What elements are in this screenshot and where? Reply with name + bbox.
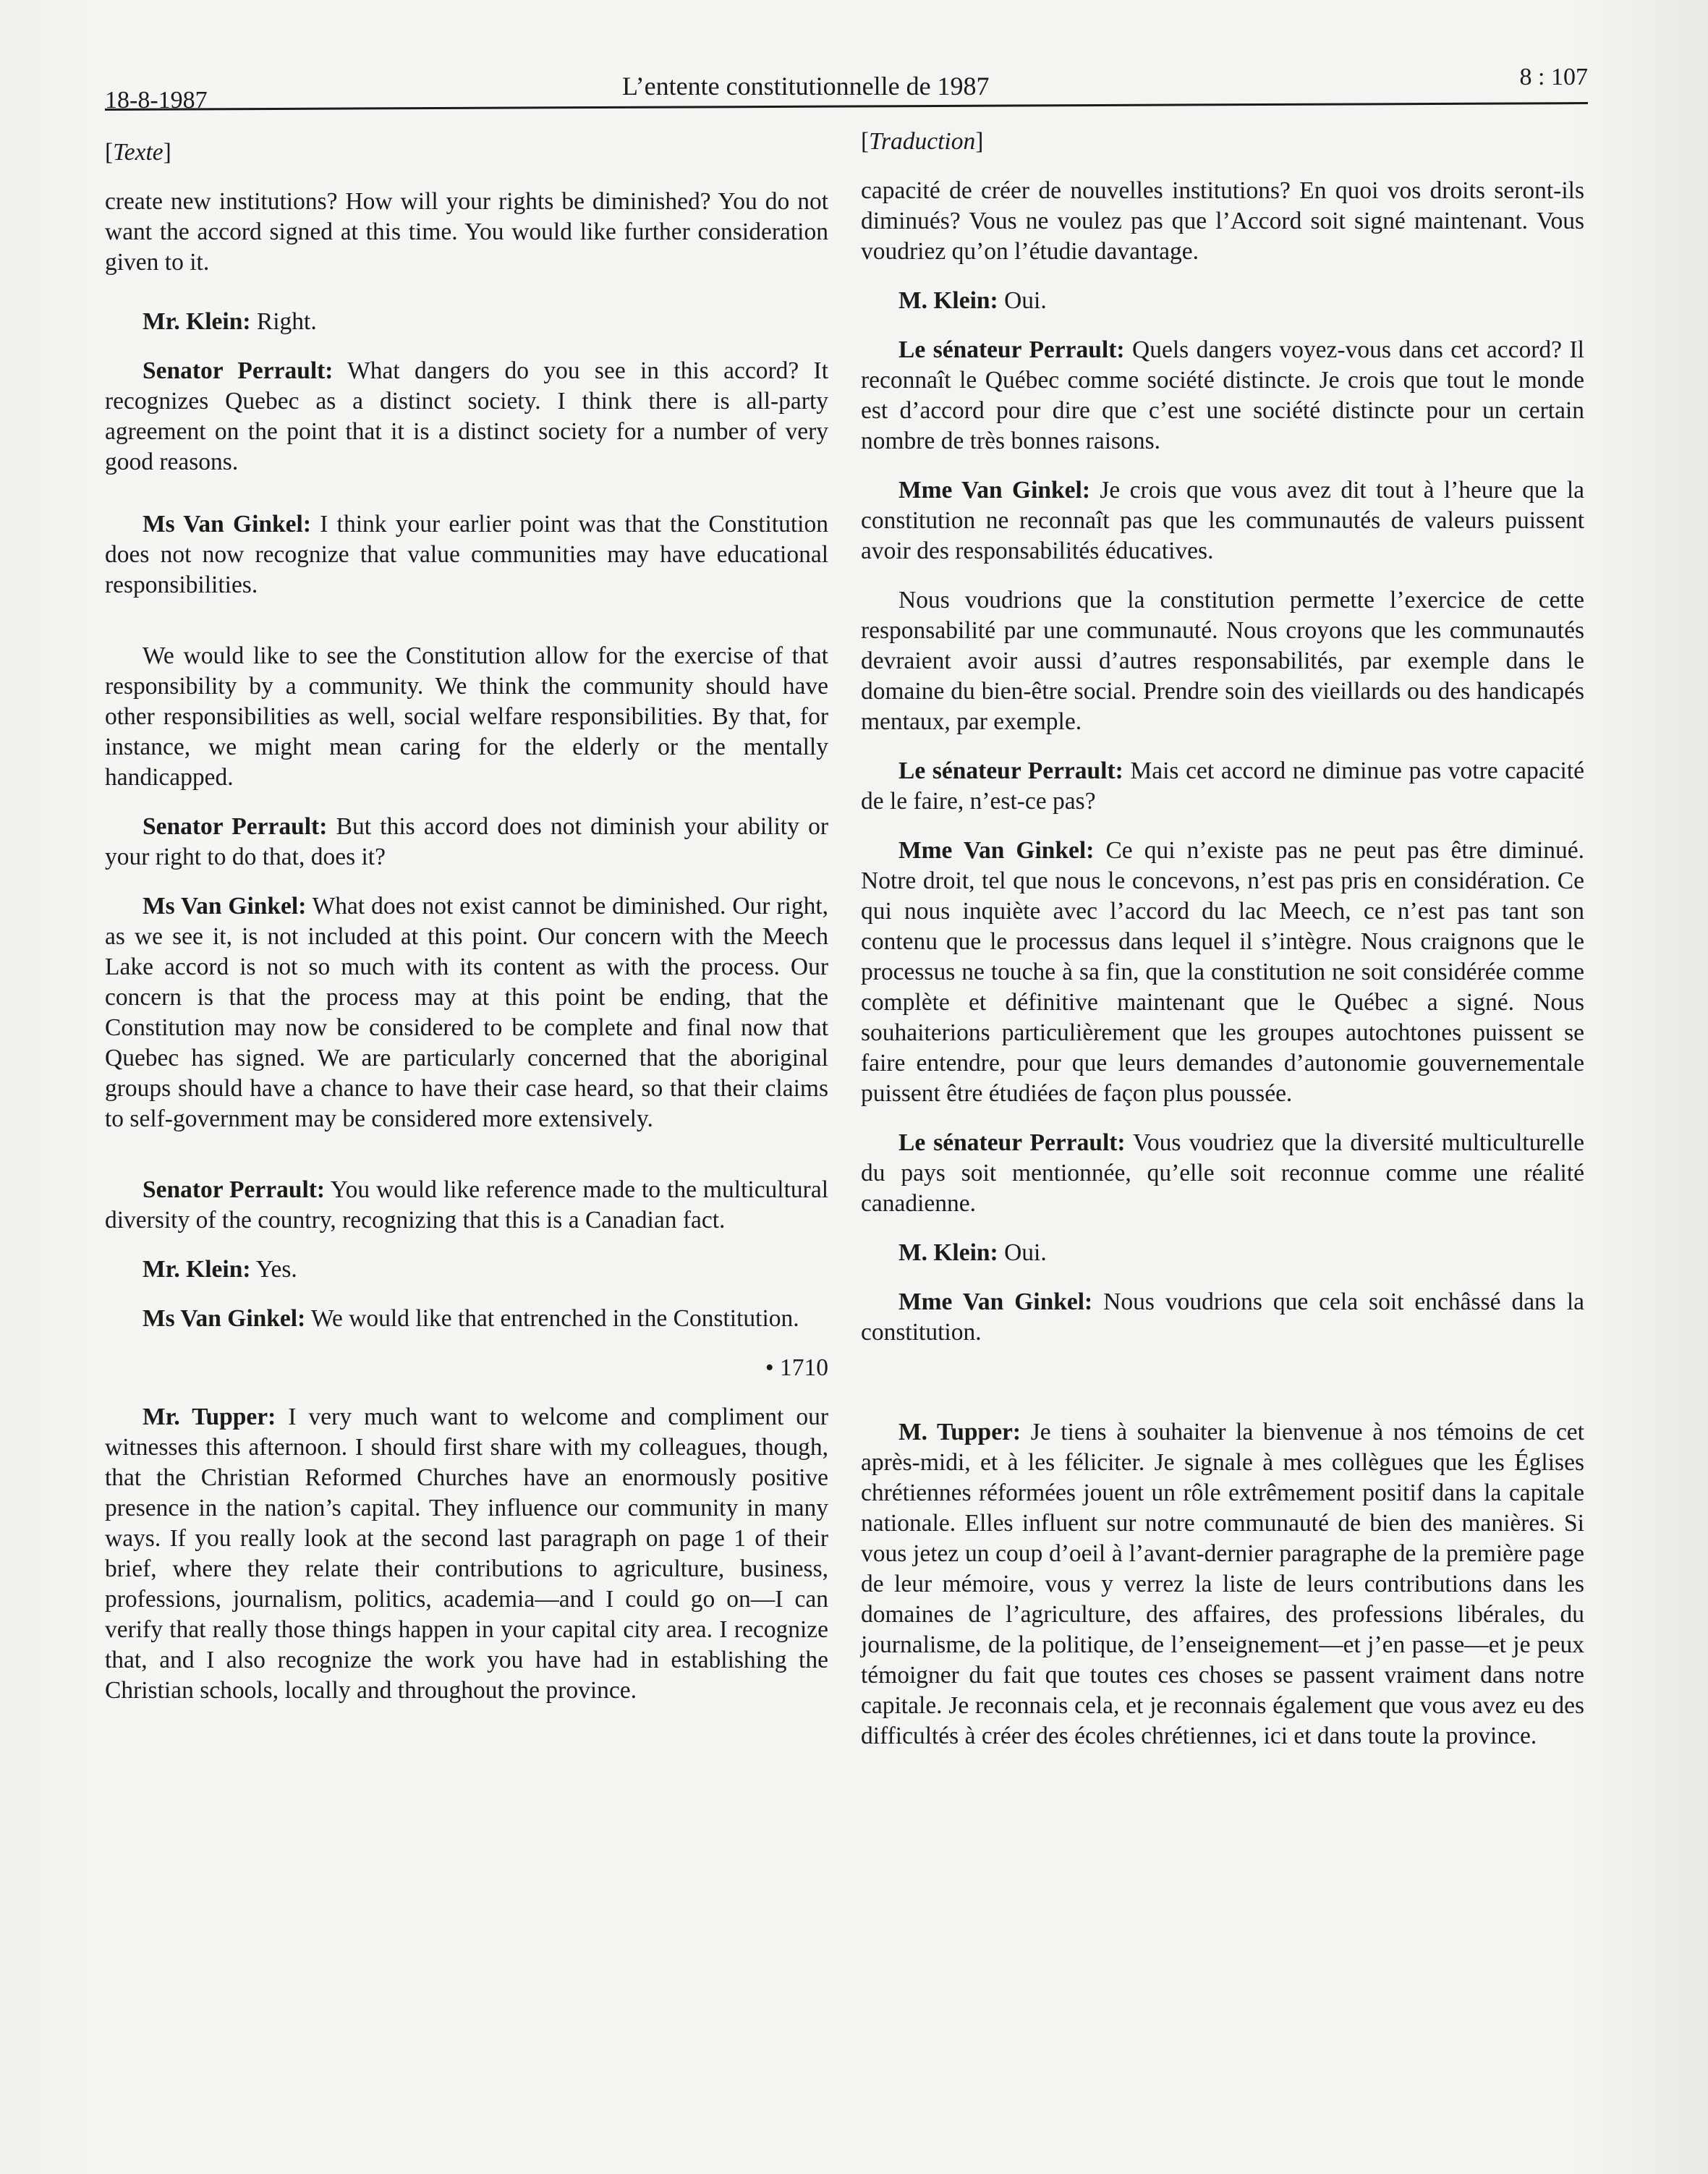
speaker: Mr. Klein: xyxy=(143,308,251,335)
paragraph: Ms Van Ginkel: I think your earlier point was that the Constitution does not now recognize that value communities may have educational responsibilities. xyxy=(105,511,828,598)
paragraph: Mme Van Ginkel: Je crois que vous avez dit tout à l’heure que la constitution ne reconnaît pas que les communautés de valeurs puissent avoir des responsabilités éducatives. xyxy=(861,477,1584,564)
section-label-texte: [Texte] xyxy=(105,139,171,166)
paragraph: Mme Van Ginkel: Nous voudrions que cela soit enchâssé dans la constitution. xyxy=(861,1288,1584,1346)
paragraph: Senator Perrault: But this accord does not diminish your ability or your right to do that, does it? xyxy=(105,813,828,870)
speaker: Senator Perrault: xyxy=(143,1176,326,1203)
paragraph: Senator Perrault: You would like reference made to the multicultural diversity of the country, recognizing that this is a Canadian fact. xyxy=(105,1176,829,1234)
speaker: Mme Van Ginkel: xyxy=(898,837,1095,864)
paragraph: M. Tupper: Je tiens à souhaiter la bienvenue à nos témoins de cet après-midi, et à les féliciter. Je signale à mes collègues que les Églises chrétiennes réformées jouent un rôle extrêmement positif dans la capitale nationale. Elles influent sur notre communauté de bien des manières. Si vous jetez un coup d’oeil à l’avant-dernier paragraphe de la première page de leur mémoire, vous y verrez la liste de leurs contributions dans les domaines de l’agriculture, des affaires, des professions libérales, du journalisme, de la politique, de l’enseignement—et j’en passe—et je peux témoigner du fait que toutes ces choses se passent vraiment dans notre capitale. Je reconnais cela, et je reconnais également que vous avez eu des difficultés à créer des écoles chrétiennes, ici et dans toute la province. xyxy=(861,1419,1584,1749)
speaker: Ms Van Ginkel: xyxy=(143,893,307,920)
opening-paragraph: capacité de créer de nouvelles institutions? En quoi vos droits seront-ils diminués? Vous ne voulez pas que l’Accord soit signé maintenant. Vous voudriez qu’on l’étudie davantage. xyxy=(861,177,1584,265)
paragraph: Le sénateur Perrault: Vous voudriez que la diversité multiculturelle du pays soit mentionnée, qu’elle soit reconnue comme une réalité canadienne. xyxy=(861,1129,1584,1217)
paragraph: Le sénateur Perrault: Quels dangers voyez-vous dans cet accord? Il reconnaît le Québec comme société distincte. Je crois que tout le monde est d’accord pour dire que c’est une société distincte pour un certain nombre de très bonnes raisons. xyxy=(861,336,1584,454)
speaker: M. Tupper: xyxy=(898,1419,1021,1445)
speaker: Senator Perrault: xyxy=(143,813,328,840)
paragraph: We would like to see the Constitution allow for the exercise of that responsibility by a community. We think the community should have other responsibilities as well, social welfare responsibilities. By that, for instance, we might mean caring for the elderly or the mentally handicapped. xyxy=(105,642,828,791)
speaker: Le sénateur Perrault: xyxy=(898,1129,1126,1156)
paragraph: Ms Van Ginkel: What does not exist cannot be diminished. Our right, as we see it, is not included at this point. Our concern with the Meech Lake accord is not so much with its content as with the process. Our concern is that the process may at this point be ending, that the Constitution may now be considered to be complete and final now that Quebec has signed. We are particularly concerned that the aboriginal groups should have a chance to have their case heard, so that their claims to self-government may be considered more extensively. xyxy=(105,893,828,1132)
speaker: Mme Van Ginkel: xyxy=(898,1288,1093,1315)
header-page-number: 8 : 107 xyxy=(1519,64,1588,90)
paragraph: Nous voudrions que la constitution permette l’exercice de cette responsabilité par une communauté. Nous croyons que les communautés devraient avoir aussi d’autres responsabilités, par exemple dans le domaine du bien-être social. Prendre soin des vieillards ou des handicapés mentaux, par exemple. xyxy=(861,587,1584,735)
speaker: Ms Van Ginkel: xyxy=(143,511,312,538)
time-marker: • 1710 xyxy=(765,1354,828,1381)
speaker: Mme Van Ginkel: xyxy=(898,477,1091,504)
header-title: L’entente constitutionnelle de 1987 xyxy=(622,72,990,101)
paragraph: Le sénateur Perrault: Mais cet accord ne diminue pas votre capacité de le faire, n’est-ce pas? xyxy=(861,757,1584,815)
paragraph: Mme Van Ginkel: Ce qui n’existe pas ne peut pas être diminué. Notre droit, tel que nous le concevons, n’est pas pris en considération. Ce qui nous inquiète avec l’accord du lac Meech, ce n’est pas tant son contenu que le processus dans lequel il s’intègre. Nous craignons que le processus ne touche à sa fin, que la constitution ne soit considérée comme complète et définitive maintenant que le Québec a signé. Nous souhaiterions particulièrement que les groupes autochtones puissent se faire entendre, pour que leurs demandes d’autonomie gouvernementale puissent être étudiées de façon plus poussée. xyxy=(861,837,1584,1107)
header-date: 18-8-1987 xyxy=(105,87,208,114)
paragraph: Senator Perrault: What dangers do you see in this accord? It recognizes Quebec as a distinct society. I think there is all-party agreement on the point that it is a distinct society for a number of very good reasons. xyxy=(105,357,829,475)
speaker: Senator Perrault: xyxy=(143,357,333,384)
speaker: Mr. Tupper: xyxy=(143,1404,276,1430)
speaker: Le sénateur Perrault: xyxy=(898,757,1123,784)
paragraph: Ms Van Ginkel: We would like that entrenched in the Constitution. xyxy=(143,1305,799,1332)
paragraph: Mr. Klein: Right. xyxy=(143,308,317,335)
paragraph: M. Klein: Oui. xyxy=(898,1239,1047,1266)
left-column-english xyxy=(105,137,828,1725)
right-column-french xyxy=(861,127,1584,1770)
opening-paragraph: create new institutions? How will your rights be diminished? You do not want the accord signed at this time. You would like further consideration given to it. xyxy=(105,188,828,276)
speaker: M. Klein: xyxy=(898,1239,998,1266)
speaker: M. Klein: xyxy=(898,287,998,314)
speaker: Ms Van Ginkel: xyxy=(143,1305,306,1332)
paragraph: M. Klein: Oui. xyxy=(898,287,1047,314)
speaker: Le sénateur Perrault: xyxy=(898,336,1125,363)
paragraph: Mr. Klein: Yes. xyxy=(143,1256,297,1283)
speaker: Mr. Klein: xyxy=(143,1256,251,1283)
section-label-traduction: [Traduction] xyxy=(861,128,984,155)
paragraph: Mr. Tupper: I very much want to welcome and compliment our witnesses this afternoon. I should first share with my colleagues, though, that the Christian Reformed Churches have an enormously positive presence in the nation’s capital. They influence our community in many ways. If you really look at the second last paragraph on page 1 of their brief, where they relate their contributions to agriculture, business, professions, journalism, politics, academia—and I could go on—I can verify that really those things happen in your capital city area. I recognize that, and I also recognize the work you have had in establishing the Christian schools, locally and throughout the province. xyxy=(105,1404,828,1704)
